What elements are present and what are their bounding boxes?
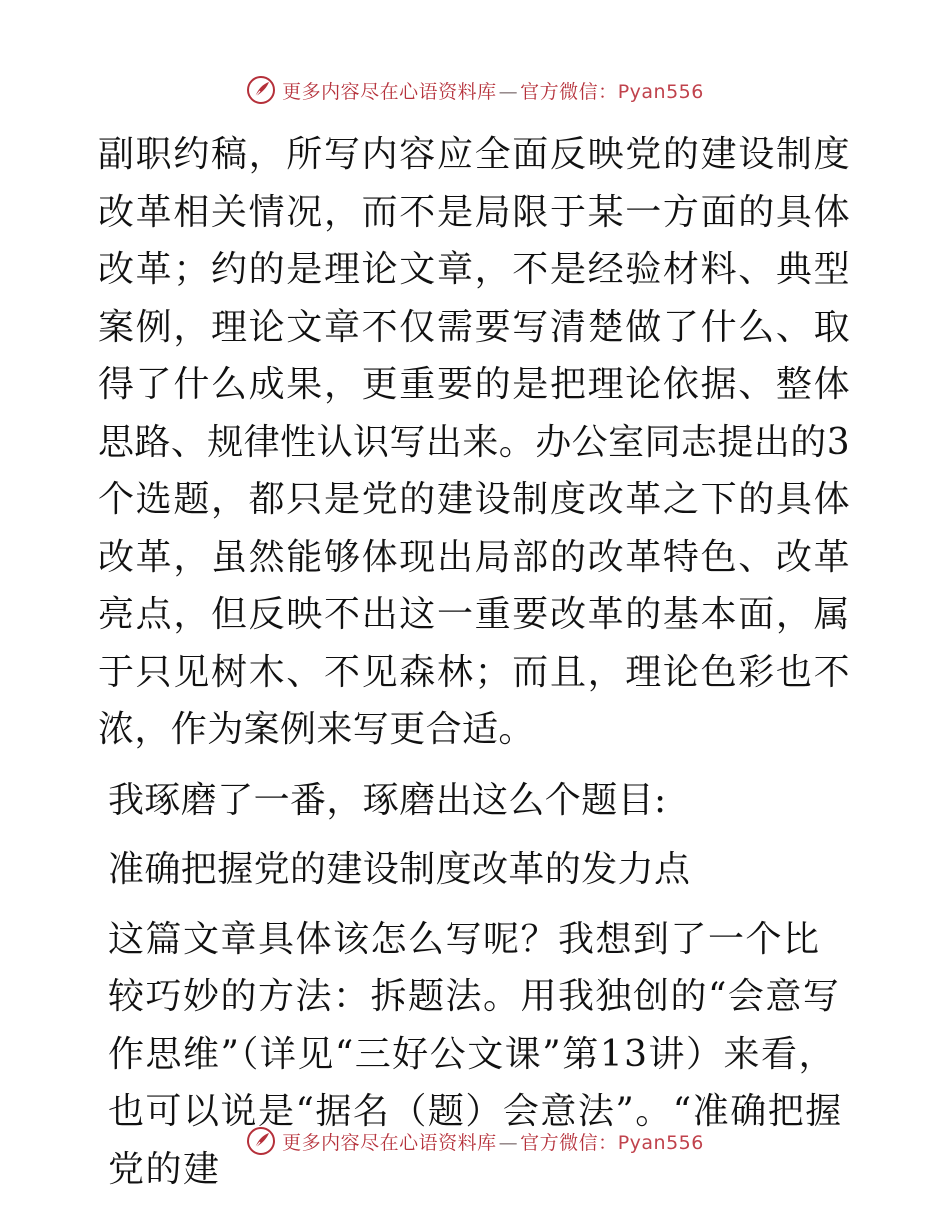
footer-contact-label: 官方微信： bbox=[520, 1131, 618, 1154]
header-contact-label: 官方微信： bbox=[520, 80, 618, 103]
document-body bbox=[98, 126, 850, 1198]
header-promo-line bbox=[282, 77, 704, 104]
footer-promo-text: 更多内容尽在心语资料库 bbox=[282, 1131, 497, 1154]
header-promo-text: 更多内容尽在心语资料库 bbox=[282, 80, 497, 103]
feather-quill-logo-icon bbox=[246, 1126, 276, 1156]
footer-promo-line bbox=[282, 1128, 704, 1155]
footer-separator: — bbox=[498, 1131, 519, 1154]
footer-contact-id: Pyan556 bbox=[617, 1131, 704, 1154]
header-contact-id: Pyan556 bbox=[617, 80, 704, 103]
page-footer-banner bbox=[0, 1121, 950, 1161]
body-paragraph-4: 这篇文章具体该怎么写呢？我想到了一个比较巧妙的方法：拆题法。用我独创的“会意写作思维”（详见“三好公文课”第13讲）来看，也可以说是“据名（题）会意法”。“准确把握党的建 bbox=[108, 918, 843, 1190]
body-paragraph-1: 副职约稿，所写内容应全面反映党的建设制度改革相关情况，而不是局限于某一方面的具体改革；约的是理论文章，不是经验材料、典型案例，理论文章不仅需要写清楚做了什么、取得了什么成果，更重要的是把理论依据、整体思路、规律性认识写出来。办公室同志提出的3个选题，都只是党的建设制度改革之下的具体改革，虽然能够体现出局部的改革特色、改革亮点，但反映不出这一重要改革的基本面，属于只见树木、不见森林；而且，理论色彩也不浓，作为案例来写更合适。 bbox=[98, 134, 850, 750]
article-title-line: 准确把握党的建设制度改革的发力点 bbox=[108, 849, 691, 890]
page-header-banner bbox=[0, 70, 950, 110]
header-separator: — bbox=[498, 80, 519, 103]
feather-quill-logo-icon bbox=[246, 75, 276, 105]
body-paragraph-2: 我琢磨了一番，琢磨出这么个题目: bbox=[108, 779, 667, 821]
